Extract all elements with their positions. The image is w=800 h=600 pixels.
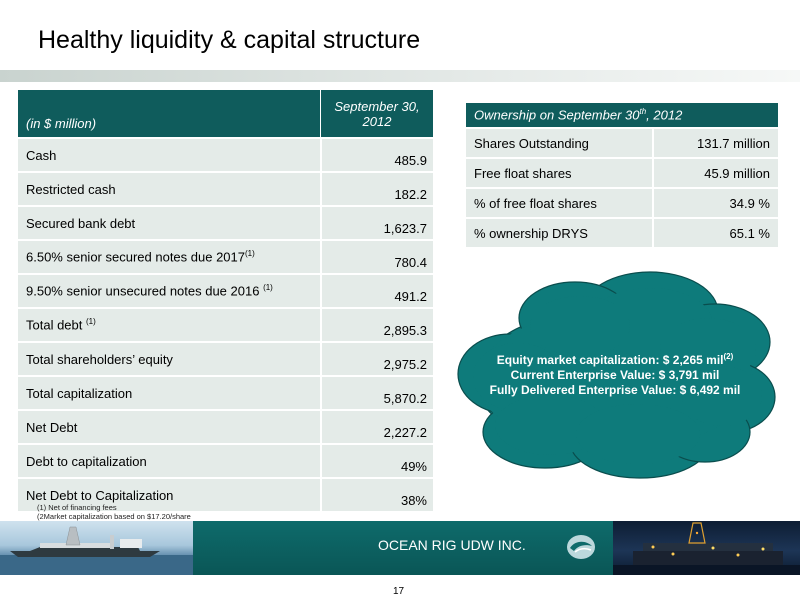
row-label-text: Net Debt	[26, 419, 78, 435]
row-label	[18, 273, 320, 307]
ownership-header	[466, 103, 778, 127]
row-value: 2,227.2	[320, 409, 433, 443]
row-label-text: Secured bank debt	[26, 215, 136, 231]
row-value: 34.9 %	[652, 187, 778, 217]
footnote-2: (2Market capitalization based on $17.20/share	[37, 512, 191, 521]
table-row	[18, 239, 433, 273]
equity-cap-note: (2)	[723, 352, 734, 361]
row-label	[18, 239, 320, 273]
row-value: 491.2	[320, 273, 433, 307]
row-label-text: Total debt	[26, 317, 86, 333]
table-row	[466, 127, 778, 157]
row-label-text: Net Debt to Capitalization	[26, 487, 174, 503]
company-name: OCEAN RIG UDW INC.	[378, 537, 526, 553]
row-value: 485.9	[320, 137, 433, 171]
date-header: September 30, 2012	[320, 90, 433, 137]
row-value: 65.1 %	[652, 217, 778, 247]
cloud-callout-text	[452, 349, 778, 398]
table-row	[466, 217, 778, 247]
row-label	[18, 375, 320, 409]
row-label-text: Debt to capitalization	[26, 453, 147, 469]
table-row	[18, 341, 433, 375]
row-label	[18, 307, 320, 341]
table-row	[466, 187, 778, 217]
row-value: 780.4	[320, 239, 433, 273]
table-row	[18, 171, 433, 205]
capital-structure-table	[18, 90, 433, 511]
delivered-ev-line: Fully Delivered Enterprise Value: $ 6,492 mil	[489, 383, 741, 397]
row-value: 1,623.7	[320, 205, 433, 239]
page-number: 17	[393, 586, 405, 597]
current-ev-line: Current Enterprise Value: $ 3,791 mil	[510, 368, 720, 382]
ownership-header-prefix: Ownership on September 30	[474, 107, 640, 123]
equity-cap-line	[452, 349, 778, 368]
table-row	[18, 443, 433, 477]
row-label	[18, 443, 320, 477]
row-value: 45.9 million	[652, 157, 778, 187]
row-value: 131.7 million	[652, 127, 778, 157]
table-row	[18, 375, 433, 409]
row-footnote-ref: (1)	[86, 317, 96, 327]
row-value: 2,895.3	[320, 307, 433, 341]
row-label-text: 6.50% senior secured notes due 2017	[26, 249, 245, 265]
table-row	[18, 409, 433, 443]
row-label-text: Restricted cash	[26, 181, 116, 197]
row-value: 2,975.2	[320, 341, 433, 375]
slide-title: Healthy liquidity & capital structure	[38, 26, 421, 54]
equity-cap-text: Equity market capitalization: $ 2,265 mil	[496, 353, 724, 367]
row-label: Shares Outstanding	[466, 127, 652, 157]
row-value: 38%	[320, 477, 433, 511]
row-label-text: Total shareholders’ equity	[26, 351, 173, 367]
row-value: 182.2	[320, 171, 433, 205]
row-label: % ownership DRYS	[466, 217, 652, 247]
row-label: % of free float shares	[466, 187, 652, 217]
rig-image	[613, 521, 800, 575]
row-label: Free float shares	[466, 157, 652, 187]
title-divider-band	[0, 70, 800, 82]
row-label	[18, 341, 320, 375]
row-value: 5,870.2	[320, 375, 433, 409]
ownership-header-suffix: , 2012	[646, 107, 683, 123]
ocean-rig-logo-icon	[566, 534, 596, 560]
table-row	[466, 157, 778, 187]
units-header: (in $ million)	[18, 90, 320, 137]
table-row	[18, 307, 433, 341]
row-value: 49%	[320, 443, 433, 477]
row-label	[18, 409, 320, 443]
row-label	[18, 137, 320, 171]
row-label-text: Total capitalization	[26, 385, 133, 401]
row-footnote-ref: (1)	[263, 283, 273, 293]
ownership-table	[466, 103, 778, 247]
footnote-1: (1) Net of financing fees	[37, 503, 117, 512]
table-row	[18, 137, 433, 171]
table-row	[18, 273, 433, 307]
row-label	[18, 171, 320, 205]
footnotes	[37, 503, 191, 521]
row-label-text: 9.50% senior unsecured notes due 2016	[26, 283, 264, 299]
row-label	[18, 205, 320, 239]
row-footnote-ref: (1)	[245, 249, 255, 259]
ownership-header-sup: th	[639, 107, 647, 117]
drillship-image	[0, 521, 193, 575]
row-label-text: Cash	[26, 147, 57, 163]
table-row	[18, 205, 433, 239]
